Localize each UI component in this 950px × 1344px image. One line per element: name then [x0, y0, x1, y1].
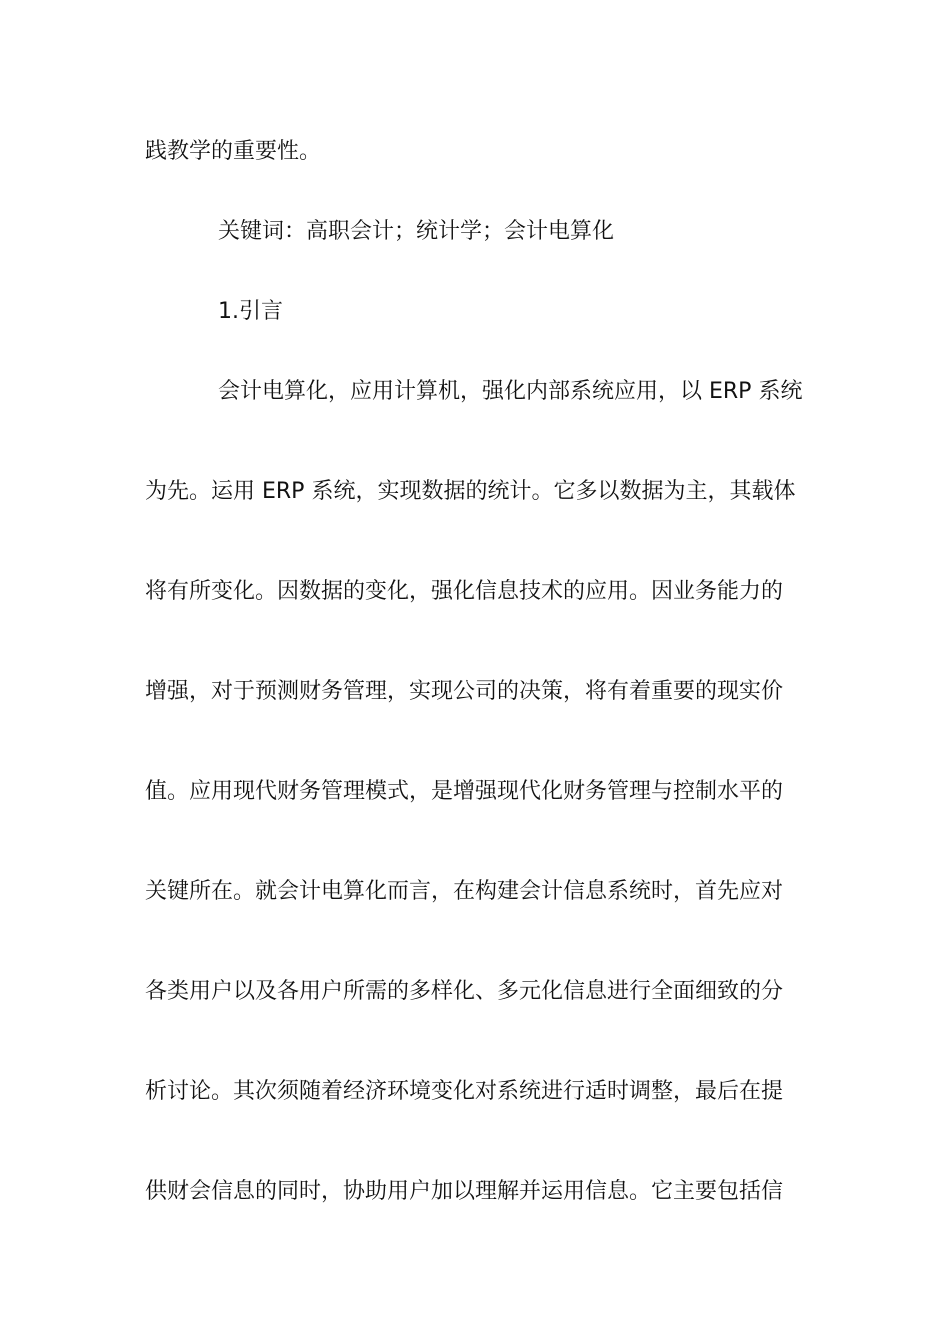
text-line-1: 践教学的重要性。 [145, 139, 322, 164]
paragraph-line-6: 关键所在。就会计电算化而言，在构建会计信息系统时，首先应对 [145, 879, 784, 904]
paragraph-line-5: 值。应用现代财务管理模式，是增强现代化财务管理与控制水平的 [145, 779, 784, 804]
paragraph-line-1: 会计电算化，应用计算机，强化内部系统应用，以 ERP 系统 [218, 379, 803, 404]
paragraph-line-9: 供财会信息的同时，协助用户加以理解并运用信息。它主要包括信 [145, 1179, 784, 1204]
keywords-line: 关键词：高职会计；统计学；会计电算化 [218, 219, 615, 244]
section-heading-introduction: 1.引言 [218, 299, 283, 324]
paragraph-line-7: 各类用户以及各用户所需的多样化、多元化信息进行全面细致的分 [145, 979, 784, 1004]
paragraph-line-3: 将有所变化。因数据的变化，强化信息技术的应用。因业务能力的 [145, 579, 784, 604]
paragraph-line-4: 增强，对于预测财务管理，实现公司的决策，将有着重要的现实价 [145, 679, 784, 704]
paragraph-line-2: 为先。运用 ERP 系统，实现数据的统计。它多以数据为主，其载体 [145, 479, 796, 504]
paragraph-line-8: 析讨论。其次须随着经济环境变化对系统进行适时调整，最后在提 [145, 1079, 784, 1104]
